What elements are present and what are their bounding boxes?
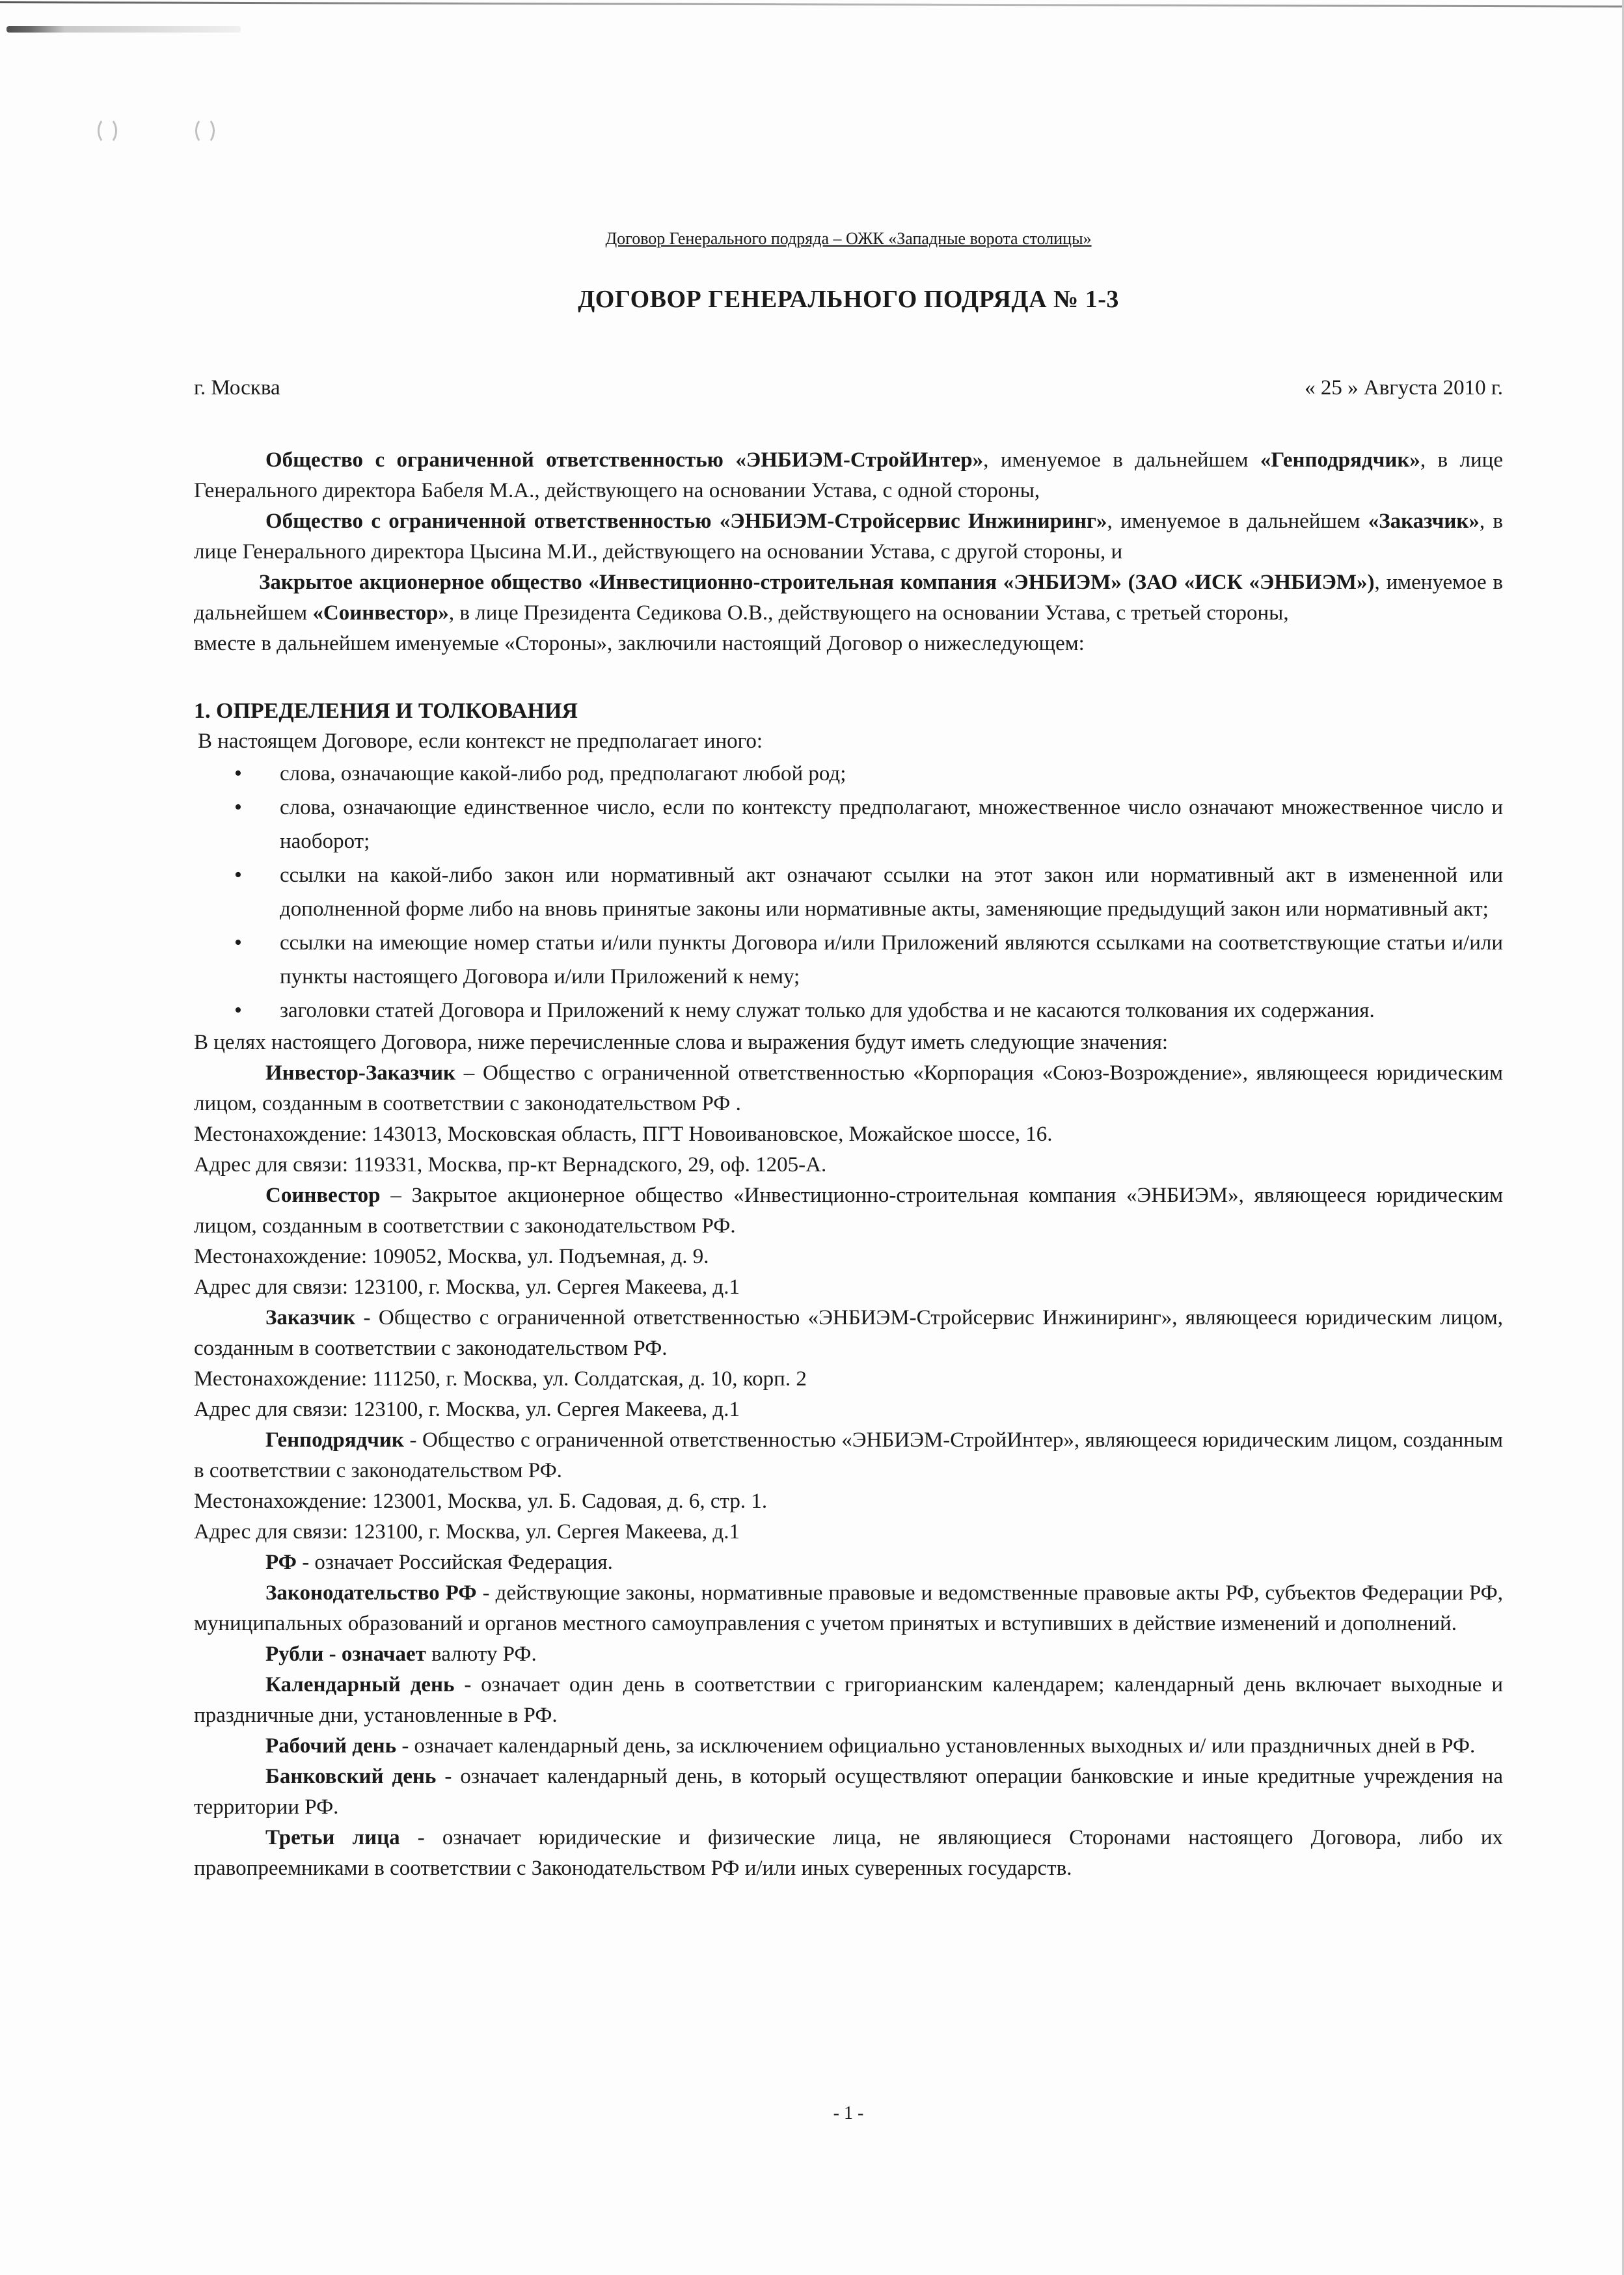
party-name: Общество с ограниченной ответственностью «ЭНБИЭМ-Стройсервис Инжиниринг»	[265, 510, 1107, 533]
list-item: • ссылки на имеющие номер статьи и/или пункты Договора и/или Приложений являются ссылками на соответствующие статьи и/или пункты настоящего Договора и/или Приложений к нему;	[280, 926, 1503, 994]
defined-term: РФ	[265, 1551, 297, 1574]
defined-term: Рабочий день	[265, 1734, 397, 1758]
defined-term: Законодательство РФ	[265, 1581, 477, 1605]
defined-term: Рубли - означает	[265, 1642, 426, 1666]
definition-text: - означает Российская Федерация.	[296, 1551, 613, 1574]
defined-term: Банковский день	[265, 1765, 437, 1788]
defined-term: Календарный день	[265, 1673, 455, 1696]
party-role: «Заказчик»	[1368, 510, 1480, 533]
party-location: Местонахождение: 109052, Москва, ул. Подъемная, д. 9.	[194, 1245, 709, 1268]
preamble-party-1	[194, 445, 1503, 506]
party-text: , в лице Генерального директора Цысина М.И., действующего на основании Устава, с другой стороны, и	[194, 510, 1503, 564]
definition-text: – Закрытое акционерное общество «Инвестиционно-строительная компания «ЭНБИЭМ», являющееся юридическим лицом, созданным в соответствии с законодательством РФ.	[194, 1184, 1503, 1238]
defined-term: Заказчик	[265, 1306, 356, 1329]
party-role: «Соинвестор»	[312, 601, 449, 625]
definition-text: - означает один день в соответствии с григорианским календарем; календарный день включает выходные и праздничные дни, установленные в РФ.	[194, 1673, 1504, 1727]
definition-text: - Общество с ограниченной ответственностью «ЭНБИЭМ-Стройсервис Инжиниринг», являющееся юридическим лицом, созданным в соответствии с законодательством РФ.	[194, 1306, 1503, 1360]
section-intro: В настоящем Договоре, если контекст не предполагает иного:	[198, 729, 763, 753]
definition-text: валюту РФ.	[426, 1642, 537, 1666]
term-definition	[194, 1578, 1503, 1639]
party-role: «Генподрядчик»	[1260, 448, 1420, 472]
party-location: Местонахождение: 123001, Москва, ул. Б. Садовая, д. 6, стр. 1.	[194, 1490, 768, 1513]
party-text: , в лице Президента Седикова О.В., действующего на основании Устава, с третьей стороны,	[448, 601, 1289, 625]
definitions-intro: В целях настоящего Договора, ниже перечисленные слова и выражения будут иметь следующие значения:	[194, 1031, 1169, 1054]
contract-city: г. Москва	[194, 376, 280, 400]
party-definition	[194, 1058, 1503, 1180]
preamble-closing: вместе в дальнейшем именуемые «Стороны», заключили настоящий Договор о нижеследующем:	[194, 632, 1085, 655]
party-address: Адрес для связи: 123100, г. Москва, ул. Сергея Макеева, д.1	[194, 1520, 740, 1544]
term-definition	[194, 1762, 1503, 1823]
definition-text: – Общество с ограниченной ответственностью «Корпорация «Союз-Возрождение», являющееся юридическим лицом, созданным в соответствии с законодательством РФ .	[194, 1061, 1503, 1115]
party-address: Адрес для связи: 123100, г. Москва, ул. Сергея Макеева, д.1	[194, 1398, 740, 1421]
scan-artifact	[7, 26, 241, 33]
list-item: • ссылки на какой-либо закон или нормативный акт означают ссылки на этот закон или нормативный акт в измененной или дополненной форме либо на вновь принятые законы или нормативные акты, заменяющие предыдущий закон или нормативный акт;	[280, 858, 1503, 926]
term-definition	[194, 1670, 1503, 1731]
contract-date: « 25 » Августа 2010 г.	[1305, 376, 1503, 400]
party-text: , именуемое в дальнейшем	[194, 571, 1503, 625]
term-definition	[194, 1823, 1503, 1884]
interpretation-list	[194, 757, 1503, 1028]
party-definition	[194, 1303, 1503, 1425]
defined-term: Третьи лица	[265, 1826, 400, 1849]
list-item: • слова, означающие единственное число, если по контексту предполагают, множественное число означают множественное число и наоборот;	[280, 791, 1503, 858]
party-text: , в лице Генерального директора Бабеля М.А., действующего на основании Устава, с одной стороны,	[194, 448, 1503, 502]
defined-term: Генподрядчик	[265, 1428, 404, 1452]
party-location: Местонахождение: 143013, Московская область, ПГТ Новоивановское, Можайское шоссе, 16.	[194, 1123, 1053, 1146]
page-number: - 1 -	[833, 2103, 864, 2123]
preamble-party-3	[194, 567, 1503, 629]
document-body	[194, 445, 1503, 1884]
list-item: • заголовки статей Договора и Приложений к нему служат только для удобства и не касаются толкования их содержания.	[280, 994, 1503, 1028]
defined-term: Инвестор-Заказчик	[265, 1061, 455, 1085]
definition-text: - означает юридические и физические лица, не являющиеся Сторонами настоящего Договора, либо их правопреемниками в соответствии с Законодательством РФ и/или иных суверенных государств.	[194, 1826, 1503, 1880]
term-definition	[194, 1731, 1503, 1762]
list-item: • слова, означающие какой-либо род, предполагают любой род;	[280, 757, 1503, 791]
running-header: Договор Генерального подряда – ОЖК «Западные ворота столицы»	[605, 229, 1092, 248]
party-name: Закрытое акционерное общество «Инвестиционно-строительная компания «ЭНБИЭМ» (ЗАО «ИСК «ЭНБИЭМ»)	[259, 571, 1375, 594]
punch-hole-mark	[195, 117, 215, 144]
party-name: Общество с ограниченной ответственностью «ЭНБИЭМ-СтройИнтер»	[265, 448, 984, 472]
term-definition	[194, 1547, 1503, 1578]
punch-hole-mark	[98, 117, 117, 144]
definition-text: - Общество с ограниченной ответственностью «ЭНБИЭМ-СтройИнтер», являющееся юридическим лицом, созданным в соответствии с законодательством РФ.	[194, 1428, 1503, 1482]
party-address: Адрес для связи: 123100, г. Москва, ул. Сергея Макеева, д.1	[194, 1275, 740, 1299]
party-text: , именуемое в дальнейшем	[983, 448, 1260, 472]
definition-text: - означает календарный день, за исключением официально установленных выходных и/ или праздничных дней в РФ.	[396, 1734, 1476, 1758]
party-address: Адрес для связи: 119331, Москва, пр-кт Вернадского, 29, оф. 1205-А.	[194, 1153, 827, 1177]
term-definition	[194, 1639, 1503, 1670]
section-heading: 1. ОПРЕДЕЛЕНИЯ И ТОЛКОВАНИЯ	[194, 699, 578, 723]
document-title: ДОГОВОР ГЕНЕРАЛЬНОГО ПОДРЯДА № 1-3	[578, 286, 1119, 313]
preamble-party-2	[194, 506, 1503, 567]
scan-edge	[0, 1, 1624, 8]
party-text: , именуемое в дальнейшем	[1107, 510, 1368, 533]
definition-text: - означает календарный день, в который осуществляют операции банковские и иные кредитные учреждения на территории РФ.	[194, 1765, 1503, 1819]
defined-term: Соинвестор	[265, 1184, 381, 1207]
party-location: Местонахождение: 111250, г. Москва, ул. Солдатская, д. 10, корп. 2	[194, 1367, 807, 1391]
party-definition	[194, 1180, 1503, 1303]
definition-text: - действующие законы, нормативные правовые и ведомственные правовые акты РФ, субъектов Федерации РФ, муниципальных образований и органов местного самоуправления с учетом принятых и вступивших в действие изменений и дополнений.	[194, 1581, 1503, 1635]
party-definition	[194, 1425, 1503, 1547]
